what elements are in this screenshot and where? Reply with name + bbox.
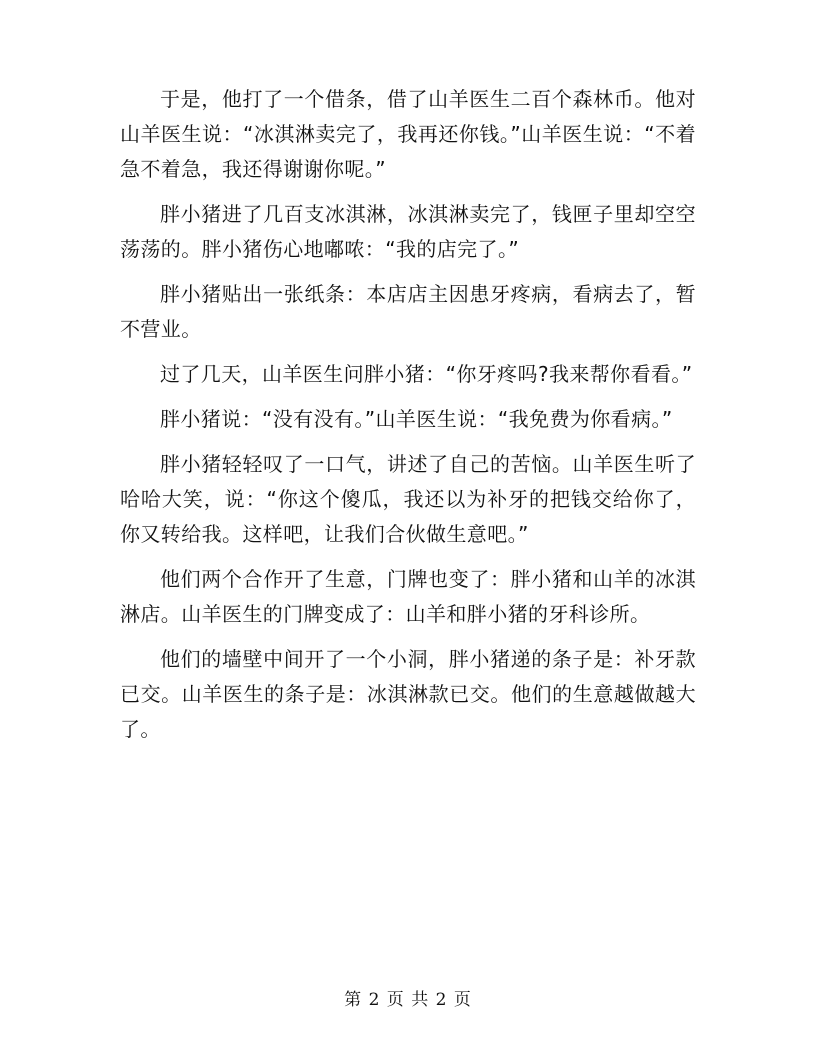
- paragraph: 胖小猪轻轻叹了一口气，讲述了自己的苦恼。山羊医生听了哈哈大笑，说：“你这个傻瓜，我还以为补牙的把钱交给你了，你又转给我。这样吧，让我们合伙做生意吧。”: [120, 452, 696, 546]
- paragraph: 胖小猪贴出一张纸条：本店店主因患牙疼病，看病去了，暂不营业。: [120, 282, 696, 341]
- paragraph: 胖小猪说：“没有没有。”山羊医生说：“我免费为你看病。”: [160, 407, 673, 431]
- paragraph: 过了几天，山羊医生问胖小猪：“你牙疼吗?我来帮你看看。”: [160, 362, 693, 386]
- paragraph: 于是，他打了一个借条，借了山羊医生二百个森林币。他对山羊医生说：“冰淇淋卖完了，我再还你钱。”山羊医生说：“不着急不着急，我还得谢谢你呢。”: [120, 87, 696, 181]
- page-number-label: 第 2 页 共 2 页: [344, 990, 472, 1010]
- paragraph: 他们两个合作开了生意，门牌也变了：胖小猪和山羊的冰淇淋店。山羊医生的门牌变成了：山羊和胖小猪的牙科诊所。: [120, 567, 696, 626]
- paragraph: 他们的墙壁中间开了一个小洞，胖小猪递的条子是：补牙款已交。山羊医生的条子是：冰淇淋款已交。他们的生意越做越大了。: [120, 647, 696, 741]
- page-footer: [0, 985, 816, 1010]
- document-body: [120, 82, 696, 757]
- paragraph: 胖小猪进了几百支冰淇淋，冰淇淋卖完了，钱匣子里却空空荡荡的。胖小猪伤心地嘟哝：“我的店完了。”: [120, 202, 696, 261]
